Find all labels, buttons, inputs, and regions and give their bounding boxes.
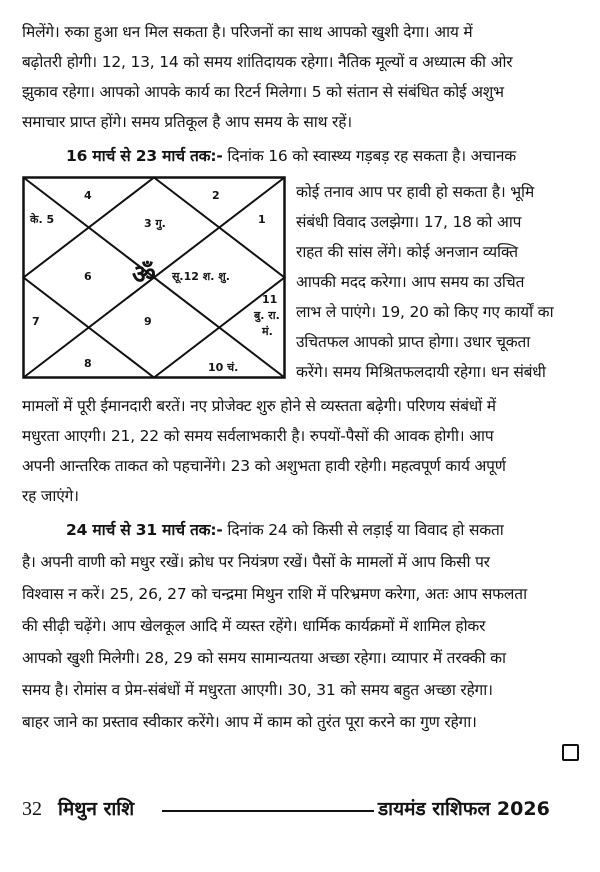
body-line: बढ़ोतरी होगी। 12, 13, 14 को समय शांतिदायक रहेगा। नैतिक मूल्यों व अध्यात्म की ओर bbox=[22, 53, 513, 71]
house-11-planets-2: मं. bbox=[262, 325, 273, 338]
section1-side-line: करेंगे। समय मिश्रितफलदायी रहेगा। धन संबंधी bbox=[296, 363, 546, 381]
section1-side-line: लाभ ले पाएंगे। 19, 20 को किए गए कार्यों का bbox=[296, 303, 554, 321]
section2-first-line-text: दिनांक 24 को किसी से लड़ाई या विवाद हो सकता bbox=[222, 521, 504, 539]
om-symbol: ॐ bbox=[132, 260, 156, 290]
body-line: समाचार प्राप्त होंगे। समय प्रतिकूल है आप समय के साथ रहें। bbox=[22, 113, 352, 131]
house-8: 8 bbox=[84, 357, 92, 370]
house-9: 9 bbox=[144, 315, 152, 328]
house-12: सू.12 श. शु. bbox=[172, 270, 230, 283]
footer-book-title: डायमंड राशिफल 2026 bbox=[378, 798, 550, 820]
body-line: झुकाव रहेगा। आपको आपके कार्य का रिटर्न मिलेगा। 5 को संतान से संबंधित कोई अशुभ bbox=[22, 83, 504, 101]
kundali-chart bbox=[22, 176, 286, 379]
page-footer bbox=[22, 794, 582, 824]
page-number: 32 bbox=[22, 798, 42, 820]
section1-line: अपनी आन्तरिक ताकत को पहचानेंगे। 23 को अशुभता हावी रहेगी। महत्वपूर्ण कार्य अपूर्ण bbox=[22, 457, 506, 475]
section1-side-line: आपकी मदद करेगा। आप समय का उचित bbox=[296, 273, 525, 291]
section2-first-line bbox=[66, 520, 586, 540]
section1-line: मामलों में पूरी ईमानदारी बरतें। नए प्रोजेक्ट शुरु होने से व्यस्तता बढ़ेगी। परिणय संबंधों में bbox=[22, 397, 496, 415]
section1-side-line: कोई तनाव आप पर हावी हो सकता है। भूमि bbox=[296, 183, 535, 201]
section2-line: आपको खुशी मिलेगी। 28, 29 को समय सामान्यतया अच्छा रहेगा। व्यापार में तरक्की का bbox=[22, 649, 506, 667]
end-mark-icon bbox=[562, 744, 579, 761]
house-5: के. 5 bbox=[30, 213, 55, 226]
house-4: 4 bbox=[84, 189, 92, 202]
section1-line: रह जाएंगे। bbox=[22, 487, 79, 505]
house-11: 11 bbox=[262, 293, 278, 306]
section2-line: की सीढ़ी चढ़ेंगे। आप खेलकूल आदि में व्यस्त रहेंगे। धार्मिक कार्यक्रमों में शामिल होकर bbox=[22, 617, 486, 635]
body-line: मिलेंगे। रुका हुआ धन मिल सकता है। परिजनों का साथ आपको खुशी देगा। आय में bbox=[22, 23, 473, 41]
house-6: 6 bbox=[84, 270, 92, 283]
section2-heading: 24 मार्च से 31 मार्च तक:- bbox=[66, 521, 223, 539]
house-1: 1 bbox=[258, 213, 266, 226]
house-3: 3 गु. bbox=[144, 217, 166, 230]
footer-rule bbox=[162, 810, 374, 812]
section2-line: विश्वास न करें। 25, 26, 27 को चन्द्रमा मिथुन राशि में परिभ्रमण करेगा, अतः आप सफलता bbox=[22, 585, 527, 603]
house-2: 2 bbox=[212, 189, 220, 202]
section1-first-line-text: दिनांक 16 को स्वास्थ्य गड़बड़ रह सकता है। अचानक bbox=[222, 147, 517, 165]
section1-line: मधुरता आएगी। 21, 22 को समय सर्वलाभकारी है। रुपयों-पैसों की आवक होगी। आप bbox=[22, 427, 494, 445]
section1-heading: 16 मार्च से 23 मार्च तक:- bbox=[66, 147, 223, 165]
section1-first-line bbox=[66, 146, 586, 166]
section2-line: बाहर जाने का प्रस्ताव स्वीकार करेंगे। आप में काम को तुरंत पूरा करने का गुण रहेगा। bbox=[22, 713, 477, 731]
section2-line: समय है। रोमांस व प्रेम-संबंधों में मधुरता आएगी। 30, 31 को समय बहुत अच्छा रहेगा। bbox=[22, 681, 493, 699]
section1-side-line: राहत की सांस लेंगे। कोई अनजान व्यक्ति bbox=[296, 243, 518, 261]
section1-side-line: उचितफल आपको प्राप्त होगा। उधार चूकता bbox=[296, 333, 531, 351]
house-11-planets: बु. रा. bbox=[254, 309, 280, 322]
section1-side-line: संबंधी विवाद उलझेगा। 17, 18 को आप bbox=[296, 213, 522, 231]
house-10: 10 चं. bbox=[208, 361, 239, 374]
footer-rashi: मिथुन राशि bbox=[58, 798, 135, 820]
section2-line: है। अपनी वाणी को मधुर रखें। क्रोध पर नियंत्रण रखें। पैसों के मामलों में आप किसी पर bbox=[22, 553, 490, 571]
house-7: 7 bbox=[32, 315, 40, 328]
